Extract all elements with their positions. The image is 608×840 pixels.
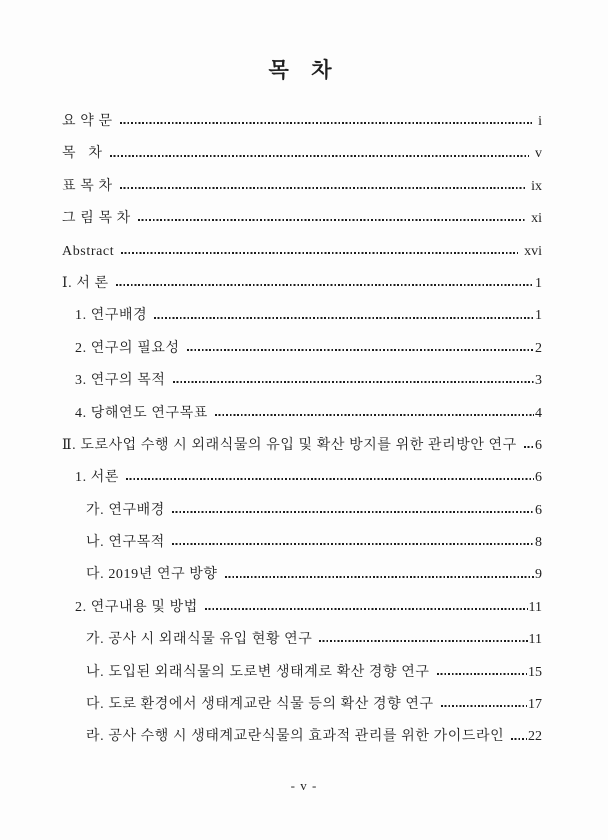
toc-entry-page: 1 bbox=[535, 308, 542, 324]
toc-entry-label: Ⅱ. 도로사업 수행 시 외래식물의 유입 및 확산 방지를 위한 관리방안 연구 bbox=[62, 437, 517, 453]
dotted-leader bbox=[172, 511, 534, 513]
toc-entry-label: 다. 도로 환경에서 생태계교란 식물 등의 확산 경향 연구 bbox=[86, 697, 434, 713]
toc-entry-page: 4 bbox=[535, 405, 542, 421]
toc-entry bbox=[62, 106, 542, 138]
toc-entry bbox=[62, 689, 542, 721]
toc-entry bbox=[62, 592, 542, 624]
page-footer bbox=[0, 778, 608, 794]
toc-entry-label: 가. 공사 시 외래식물 유입 현황 연구 bbox=[86, 632, 313, 648]
toc-entry-page: ix bbox=[531, 178, 542, 194]
dotted-leader bbox=[441, 705, 527, 707]
table-of-contents bbox=[62, 106, 542, 754]
page-number: - v - bbox=[290, 778, 318, 793]
toc-entry-page: 22 bbox=[528, 729, 542, 745]
dotted-leader bbox=[116, 284, 534, 286]
toc-entry-page: v bbox=[535, 146, 542, 162]
dotted-leader bbox=[138, 219, 525, 221]
toc-entry bbox=[62, 333, 542, 365]
toc-entry-page: 15 bbox=[528, 664, 542, 680]
toc-entry bbox=[62, 657, 542, 689]
dotted-leader bbox=[225, 576, 534, 578]
toc-entry bbox=[62, 171, 542, 203]
toc-entry bbox=[62, 268, 542, 300]
dotted-leader bbox=[110, 155, 529, 157]
toc-entry-label: 그 림 목 차 bbox=[62, 211, 131, 227]
toc-entry bbox=[62, 462, 542, 494]
toc-entry-label: 1. 서론 bbox=[75, 470, 120, 486]
dotted-leader bbox=[126, 478, 534, 480]
dotted-leader bbox=[154, 317, 534, 319]
dotted-leader bbox=[172, 543, 534, 545]
toc-entry-label: 1. 연구배경 bbox=[75, 308, 148, 324]
toc-entry-label: 가. 연구배경 bbox=[86, 502, 165, 518]
toc-entry-label: 나. 도입된 외래식물의 도로변 생태계로 확산 경향 연구 bbox=[86, 664, 430, 680]
dotted-leader bbox=[120, 187, 526, 189]
toc-entry-label: 나. 연구목적 bbox=[86, 535, 165, 551]
toc-entry-label: 2. 연구내용 및 방법 bbox=[75, 599, 198, 615]
toc-entry-page: 11 bbox=[528, 599, 542, 615]
toc-entry bbox=[62, 430, 542, 462]
toc-entry bbox=[62, 365, 542, 397]
toc-entry bbox=[62, 559, 542, 591]
toc-entry-page: 6 bbox=[535, 502, 542, 518]
toc-entry bbox=[62, 527, 542, 559]
toc-entry-page: 9 bbox=[535, 567, 542, 583]
toc-entry-label: 4. 당해연도 연구목표 bbox=[75, 405, 208, 421]
toc-entry-label: 3. 연구의 목적 bbox=[75, 373, 166, 389]
dotted-leader bbox=[511, 738, 527, 740]
dotted-leader bbox=[187, 349, 534, 351]
toc-entry-label: 2. 연구의 필요성 bbox=[75, 340, 180, 356]
toc-entry-label: 목 차 bbox=[62, 146, 103, 162]
dotted-leader bbox=[173, 381, 534, 383]
toc-entry-label: 요 약 문 bbox=[62, 114, 113, 129]
toc-entry bbox=[62, 203, 542, 235]
dotted-leader bbox=[205, 608, 528, 610]
toc-entry bbox=[62, 398, 542, 430]
dotted-leader bbox=[437, 673, 527, 675]
dotted-leader bbox=[215, 414, 534, 416]
toc-entry-page: 6 bbox=[535, 470, 542, 486]
dotted-leader bbox=[319, 640, 527, 642]
toc-entry-label: 다. 2019년 연구 방향 bbox=[86, 567, 218, 583]
toc-entry-page: xvi bbox=[524, 243, 542, 259]
toc-entry-page: i bbox=[538, 114, 542, 129]
toc-entry-page: 6 bbox=[535, 437, 542, 453]
toc-entry-label: 라. 공사 수행 시 생태계교란식물의 효과적 관리를 위한 가이드라인 bbox=[86, 729, 505, 745]
toc-entry-page: 3 bbox=[535, 373, 542, 389]
toc-entry-page: 17 bbox=[528, 697, 542, 713]
toc-entry-label: Abstract bbox=[62, 243, 115, 259]
toc-entry bbox=[62, 721, 542, 753]
toc-entry-page: 11 bbox=[528, 632, 542, 648]
toc-entry bbox=[62, 495, 542, 527]
dotted-leader bbox=[120, 122, 533, 124]
toc-entry bbox=[62, 236, 542, 268]
toc-entry-label: 표 목 차 bbox=[62, 178, 113, 194]
dotted-leader bbox=[121, 252, 518, 254]
toc-entry-page: xi bbox=[531, 211, 542, 227]
page-title: 목 차 bbox=[268, 58, 336, 82]
toc-entry-label: Ⅰ. 서 론 bbox=[62, 275, 109, 291]
toc-entry bbox=[62, 300, 542, 332]
toc-entry bbox=[62, 138, 542, 170]
toc-entry bbox=[62, 624, 542, 656]
dotted-leader bbox=[524, 446, 534, 448]
toc-entry-page: 8 bbox=[535, 535, 542, 551]
toc-entry-page: 1 bbox=[535, 275, 542, 291]
toc-entry-page: 2 bbox=[535, 340, 542, 356]
